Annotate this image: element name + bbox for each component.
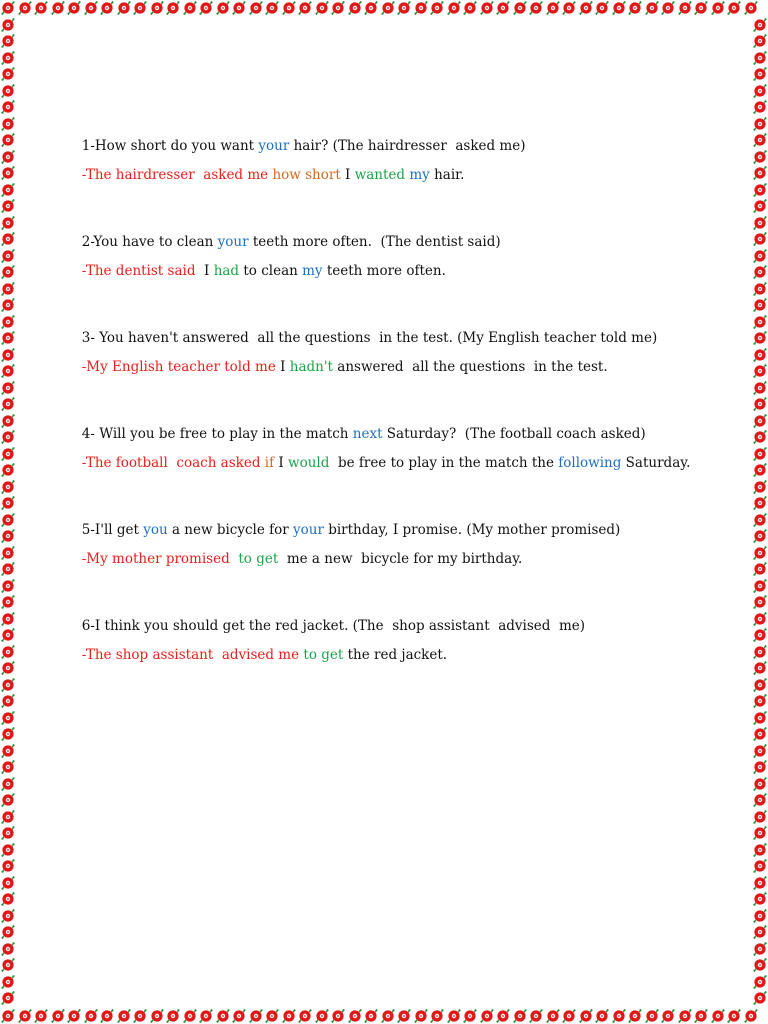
- text-segment: your: [217, 234, 249, 250]
- red-flower-icon: [0, 446, 16, 462]
- red-flower-icon: [0, 809, 16, 825]
- red-flower-icon: [726, 1008, 742, 1024]
- red-flower-icon: [215, 0, 231, 16]
- red-flower-icon: [752, 710, 768, 726]
- red-flower-icon: [752, 462, 768, 478]
- red-flower-icon: [752, 759, 768, 775]
- exercise-item: [56, 500, 736, 567]
- question-line: [56, 212, 736, 250]
- red-flower-icon: [752, 825, 768, 841]
- red-flower-icon: [215, 1008, 231, 1024]
- red-flower-icon: [752, 149, 768, 165]
- red-flower-icon: [752, 908, 768, 924]
- red-flower-icon: [462, 0, 478, 16]
- red-flower-icon: [0, 198, 16, 214]
- red-flower-icon: [0, 479, 16, 495]
- red-flower-icon: [66, 0, 82, 16]
- red-flower-icon: [0, 297, 16, 313]
- text-segment: had: [213, 263, 240, 279]
- text-segment: a new bicycle for: [167, 522, 294, 538]
- red-flower-icon: [752, 363, 768, 379]
- red-flower-icon: [752, 17, 768, 33]
- red-flower-icon: [479, 0, 495, 16]
- red-flower-icon: [50, 1008, 66, 1024]
- red-flower-icon: [363, 0, 379, 16]
- text-segment: -My English teacher told me: [81, 359, 276, 375]
- red-flower-icon: [752, 743, 768, 759]
- red-flower-icon: [752, 66, 768, 82]
- red-flower-icon: [644, 0, 660, 16]
- red-flower-icon: [693, 1008, 709, 1024]
- red-flower-icon: [611, 1008, 627, 1024]
- text-segment: 5-I'll get: [81, 522, 144, 538]
- red-flower-icon: [752, 215, 768, 231]
- red-flower-icon: [380, 1008, 396, 1024]
- red-flower-icon: [0, 611, 16, 627]
- red-flower-icon: [0, 875, 16, 891]
- red-flower-icon: [752, 528, 768, 544]
- red-flower-icon: [752, 281, 768, 297]
- red-flower-icon: [0, 545, 16, 561]
- red-flower-icon: [429, 0, 445, 16]
- red-flower-icon: [752, 644, 768, 660]
- text-segment: Saturday.: [621, 455, 691, 471]
- question-line: [56, 404, 736, 442]
- red-flower-icon: [752, 974, 768, 990]
- red-flower-icon: [710, 0, 726, 16]
- red-flower-icon: [644, 1008, 660, 1024]
- text-segment: to get: [238, 551, 279, 567]
- red-flower-icon: [0, 248, 16, 264]
- red-flower-icon: [752, 396, 768, 412]
- red-flower-icon: [495, 1008, 511, 1024]
- red-flower-icon: [396, 0, 412, 16]
- red-flower-icon: [182, 1008, 198, 1024]
- red-flower-icon: [752, 660, 768, 676]
- red-flower-icon: [752, 726, 768, 742]
- text-segment: your: [293, 522, 324, 538]
- red-flower-icon: [0, 50, 16, 66]
- red-flower-icon: [0, 66, 16, 82]
- red-flower-icon: [99, 1008, 115, 1024]
- text-segment: how short: [272, 167, 341, 183]
- red-flower-icon: [182, 0, 198, 16]
- red-flower-icon: [0, 776, 16, 792]
- red-flower-icon: [495, 0, 511, 16]
- red-flower-icon: [413, 1008, 429, 1024]
- red-flower-icon: [347, 0, 363, 16]
- red-flower-icon: [752, 330, 768, 346]
- red-flower-icon: [0, 710, 16, 726]
- red-flower-icon: [0, 429, 16, 445]
- red-flower-icon: [396, 1008, 412, 1024]
- red-flower-icon: [528, 0, 544, 16]
- red-flower-icon: [0, 842, 16, 858]
- red-flower-icon: [0, 825, 16, 841]
- red-flower-icon: [752, 182, 768, 198]
- text-segment: I: [274, 455, 289, 471]
- red-flower-icon: [752, 99, 768, 115]
- red-flower-icon: [752, 578, 768, 594]
- red-flower-icon: [149, 1008, 165, 1024]
- red-flower-icon: [0, 578, 16, 594]
- red-flower-icon: [0, 413, 16, 429]
- red-flower-icon: [752, 611, 768, 627]
- text-segment: birthday, I promise. (My mother promised): [323, 522, 621, 538]
- red-flower-icon: [743, 0, 759, 16]
- red-flower-icon: [116, 0, 132, 16]
- red-flower-icon: [528, 1008, 544, 1024]
- text-segment: would: [288, 455, 330, 471]
- red-flower-icon: [677, 1008, 693, 1024]
- red-flower-icon: [545, 0, 561, 16]
- red-flower-icon: [752, 957, 768, 973]
- exercise-item: [56, 116, 736, 183]
- red-flower-icon: [0, 660, 16, 676]
- red-flower-icon: [0, 83, 16, 99]
- text-segment: 3- You haven't answered all the questions in the test. (My English teacher told me): [81, 330, 658, 346]
- red-flower-icon: [99, 0, 115, 16]
- red-flower-icon: [752, 479, 768, 495]
- red-flower-icon: [330, 0, 346, 16]
- red-flower-icon: [231, 1008, 247, 1024]
- red-flower-icon: [752, 792, 768, 808]
- red-flower-icon: [752, 776, 768, 792]
- red-flower-icon: [752, 83, 768, 99]
- text-segment: me a new bicycle for my birthday.: [278, 551, 523, 567]
- red-flower-icon: [752, 561, 768, 577]
- red-flower-icon: [0, 792, 16, 808]
- red-flower-icon: [0, 561, 16, 577]
- red-flower-icon: [0, 941, 16, 957]
- red-flower-icon: [429, 1008, 445, 1024]
- text-segment: the red jacket.: [343, 647, 448, 663]
- exercise-item: [56, 596, 736, 663]
- red-flower-icon: [710, 1008, 726, 1024]
- text-segment: if: [264, 455, 275, 471]
- red-flower-icon: [752, 429, 768, 445]
- red-flower-icon: [0, 924, 16, 940]
- red-flower-icon: [512, 0, 528, 16]
- red-flower-icon: [446, 1008, 462, 1024]
- red-flower-icon: [0, 627, 16, 643]
- red-flower-icon: [0, 495, 16, 511]
- red-flower-icon: [752, 116, 768, 132]
- red-flower-icon: [611, 0, 627, 16]
- red-flower-icon: [0, 33, 16, 49]
- red-flower-icon: [297, 1008, 313, 1024]
- red-flower-icon: [132, 0, 148, 16]
- red-flower-icon: [116, 1008, 132, 1024]
- red-flower-icon: [0, 726, 16, 742]
- text-segment: be free to play in the match the: [329, 455, 559, 471]
- red-flower-icon: [752, 495, 768, 511]
- red-flower-icon: [752, 231, 768, 247]
- red-flower-icon: [0, 1008, 16, 1024]
- exercise-item: [56, 212, 736, 279]
- red-flower-icon: [347, 1008, 363, 1024]
- red-flower-icon: [627, 0, 643, 16]
- red-flower-icon: [149, 0, 165, 16]
- text-segment: 2-You have to clean: [81, 234, 218, 250]
- red-flower-icon: [752, 891, 768, 907]
- text-segment: hair? (The hairdresser asked me): [289, 138, 526, 154]
- red-flower-icon: [0, 594, 16, 610]
- red-flower-icon: [752, 858, 768, 874]
- red-flower-icon: [752, 33, 768, 49]
- red-flower-icon: [17, 0, 33, 16]
- text-segment: answered all the questions in the test.: [332, 359, 608, 375]
- red-flower-icon: [752, 594, 768, 610]
- red-flower-icon: [752, 842, 768, 858]
- question-line: [56, 308, 736, 346]
- red-flower-icon: [752, 545, 768, 561]
- red-flower-icon: [752, 50, 768, 66]
- exercise-item: [56, 308, 736, 375]
- red-flower-icon: [0, 0, 16, 16]
- red-flower-icon: [0, 644, 16, 660]
- red-flower-icon: [752, 941, 768, 957]
- red-flower-icon: [165, 0, 181, 16]
- red-flower-icon: [752, 413, 768, 429]
- red-flower-icon: [0, 957, 16, 973]
- text-segment: your: [258, 138, 290, 154]
- red-flower-icon: [264, 0, 280, 16]
- red-flower-icon: [0, 990, 16, 1006]
- red-flower-icon: [0, 116, 16, 132]
- red-flower-icon: [752, 627, 768, 643]
- question-line: [56, 596, 736, 634]
- red-flower-icon: [726, 0, 742, 16]
- red-flower-icon: [594, 0, 610, 16]
- red-flower-icon: [248, 0, 264, 16]
- red-flower-icon: [363, 1008, 379, 1024]
- red-flower-icon: [693, 0, 709, 16]
- red-flower-icon: [17, 1008, 33, 1024]
- red-flower-icon: [0, 215, 16, 231]
- text-segment: I: [340, 167, 355, 183]
- red-flower-icon: [0, 858, 16, 874]
- red-flower-icon: [0, 974, 16, 990]
- red-flower-icon: [314, 0, 330, 16]
- red-flower-icon: [231, 0, 247, 16]
- text-segment: following: [558, 455, 622, 471]
- exercise-item: [56, 404, 736, 471]
- red-flower-icon: [132, 1008, 148, 1024]
- red-flower-icon: [0, 314, 16, 330]
- red-flower-icon: [0, 182, 16, 198]
- text-segment: teeth more often.: [322, 263, 446, 279]
- red-flower-icon: [752, 347, 768, 363]
- text-segment: wanted: [354, 167, 406, 183]
- red-flower-icon: [578, 0, 594, 16]
- red-flower-icon: [0, 347, 16, 363]
- text-segment: next: [352, 426, 383, 442]
- red-flower-icon: [446, 0, 462, 16]
- text-segment: 4- Will you be free to play in the match: [81, 426, 353, 442]
- text-segment: my: [302, 263, 323, 279]
- red-flower-icon: [198, 0, 214, 16]
- red-flower-icon: [0, 908, 16, 924]
- red-flower-icon: [83, 1008, 99, 1024]
- red-flower-icon: [198, 1008, 214, 1024]
- red-flower-icon: [578, 1008, 594, 1024]
- red-flower-icon: [0, 132, 16, 148]
- red-flower-icon: [297, 0, 313, 16]
- text-segment: my: [409, 167, 430, 183]
- red-flower-icon: [0, 99, 16, 115]
- red-flower-icon: [330, 1008, 346, 1024]
- red-flower-icon: [752, 380, 768, 396]
- red-flower-icon: [660, 1008, 676, 1024]
- text-segment: I: [195, 263, 214, 279]
- red-flower-icon: [165, 1008, 181, 1024]
- text-segment: you: [143, 522, 168, 538]
- red-flower-icon: [479, 1008, 495, 1024]
- red-flower-icon: [752, 198, 768, 214]
- text-segment: to clean: [239, 263, 303, 279]
- red-flower-icon: [512, 1008, 528, 1024]
- red-flower-icon: [752, 924, 768, 940]
- text-segment: -My mother promised: [81, 551, 230, 567]
- red-flower-icon: [281, 0, 297, 16]
- text-segment: -The football coach asked: [81, 455, 265, 471]
- red-flower-icon: [752, 446, 768, 462]
- red-flower-icon: [752, 990, 768, 1006]
- red-flower-icon: [0, 17, 16, 33]
- red-flower-icon: [314, 1008, 330, 1024]
- red-flower-icon: [462, 1008, 478, 1024]
- red-flower-icon: [752, 677, 768, 693]
- text-segment: hadn't: [289, 359, 333, 375]
- red-flower-icon: [83, 0, 99, 16]
- text-segment: 1-How short do you want: [81, 138, 259, 154]
- red-flower-icon: [380, 0, 396, 16]
- red-flower-icon: [752, 264, 768, 280]
- text-segment: -The dentist said: [81, 263, 196, 279]
- red-flower-icon: [0, 264, 16, 280]
- text-segment: to get: [303, 647, 344, 663]
- exercise-content: [56, 116, 736, 692]
- red-flower-icon: [545, 1008, 561, 1024]
- red-flower-icon: [0, 677, 16, 693]
- red-flower-icon: [0, 743, 16, 759]
- red-flower-icon: [752, 809, 768, 825]
- red-flower-icon: [0, 891, 16, 907]
- red-flower-icon: [752, 132, 768, 148]
- red-flower-icon: [66, 1008, 82, 1024]
- red-flower-icon: [752, 512, 768, 528]
- red-flower-icon: [0, 380, 16, 396]
- red-flower-icon: [0, 693, 16, 709]
- red-flower-icon: [752, 314, 768, 330]
- red-flower-icon: [561, 1008, 577, 1024]
- red-flower-icon: [0, 512, 16, 528]
- red-flower-icon: [0, 462, 16, 478]
- red-flower-icon: [33, 0, 49, 16]
- red-flower-icon: [660, 0, 676, 16]
- red-flower-icon: [743, 1008, 759, 1024]
- red-flower-icon: [752, 165, 768, 181]
- red-flower-icon: [0, 165, 16, 181]
- red-flower-icon: [0, 396, 16, 412]
- text-segment: -The hairdresser asked me: [81, 167, 273, 183]
- text-segment: hair.: [429, 167, 465, 183]
- text-segment: -The shop assistant advised me: [81, 647, 300, 663]
- text-segment: teeth more often. (The dentist said): [248, 234, 501, 250]
- red-flower-icon: [0, 281, 16, 297]
- red-flower-icon: [677, 0, 693, 16]
- red-flower-icon: [248, 1008, 264, 1024]
- red-flower-icon: [627, 1008, 643, 1024]
- red-flower-icon: [752, 693, 768, 709]
- red-flower-icon: [0, 149, 16, 165]
- red-flower-icon: [0, 330, 16, 346]
- red-flower-icon: [50, 0, 66, 16]
- text-segment: 6-I think you should get the red jacket. (The shop assistant advised me): [81, 618, 586, 634]
- red-flower-icon: [264, 1008, 280, 1024]
- red-flower-icon: [0, 363, 16, 379]
- red-flower-icon: [594, 1008, 610, 1024]
- red-flower-icon: [752, 248, 768, 264]
- red-flower-icon: [561, 0, 577, 16]
- red-flower-icon: [0, 528, 16, 544]
- red-flower-icon: [0, 759, 16, 775]
- red-flower-icon: [752, 297, 768, 313]
- text-segment: I: [275, 359, 290, 375]
- red-flower-icon: [752, 875, 768, 891]
- red-flower-icon: [33, 1008, 49, 1024]
- text-segment: Saturday? (The football coach asked): [382, 426, 646, 442]
- red-flower-icon: [281, 1008, 297, 1024]
- red-flower-icon: [413, 0, 429, 16]
- question-line: [56, 500, 736, 538]
- red-flower-icon: [0, 231, 16, 247]
- question-line: [56, 116, 736, 154]
